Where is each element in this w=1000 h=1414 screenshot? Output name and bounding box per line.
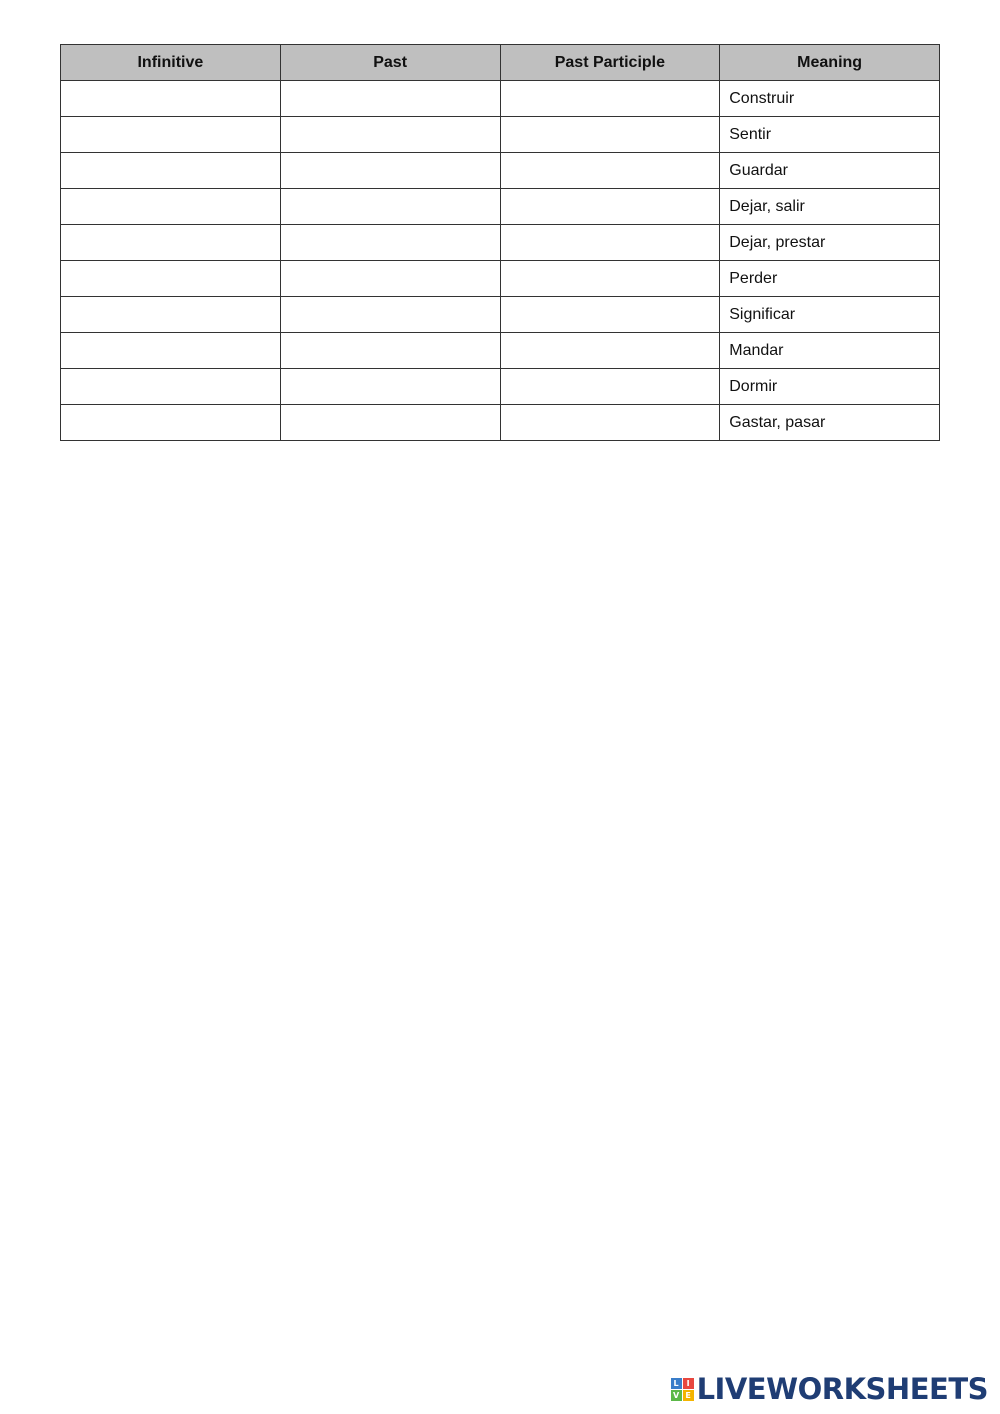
past-cell bbox=[280, 333, 500, 369]
infinitive-input[interactable] bbox=[61, 405, 280, 440]
past-participle-input[interactable] bbox=[501, 153, 720, 188]
past-participle-cell bbox=[500, 153, 720, 189]
past-participle-input[interactable] bbox=[501, 189, 720, 224]
logo-mark-letter: I bbox=[683, 1378, 694, 1389]
past-participle-input[interactable] bbox=[501, 81, 720, 116]
past-input[interactable] bbox=[281, 225, 500, 260]
past-input[interactable] bbox=[281, 333, 500, 368]
past-participle-input[interactable] bbox=[501, 117, 720, 152]
table-row bbox=[61, 297, 940, 333]
meaning-cell: Sentir bbox=[720, 117, 940, 153]
infinitive-cell bbox=[61, 117, 281, 153]
past-input[interactable] bbox=[281, 297, 500, 332]
infinitive-cell bbox=[61, 369, 281, 405]
meaning-cell: Gastar, pasar bbox=[720, 405, 940, 441]
past-participle-cell bbox=[500, 333, 720, 369]
infinitive-cell bbox=[61, 153, 281, 189]
past-cell bbox=[280, 261, 500, 297]
infinitive-cell bbox=[61, 297, 281, 333]
table-row bbox=[61, 81, 940, 117]
meaning-cell: Dejar, prestar bbox=[720, 225, 940, 261]
meaning-cell: Dejar, salir bbox=[720, 189, 940, 225]
table-row bbox=[61, 369, 940, 405]
table-body bbox=[61, 81, 940, 441]
table-row bbox=[61, 261, 940, 297]
table-row bbox=[61, 405, 940, 441]
past-participle-cell bbox=[500, 297, 720, 333]
past-participle-input[interactable] bbox=[501, 297, 720, 332]
infinitive-input[interactable] bbox=[61, 189, 280, 224]
infinitive-input[interactable] bbox=[61, 333, 280, 368]
meaning-cell: Guardar bbox=[720, 153, 940, 189]
past-input[interactable] bbox=[281, 369, 500, 404]
past-participle-cell bbox=[500, 189, 720, 225]
past-cell bbox=[280, 405, 500, 441]
header-past-participle: Past Participle bbox=[500, 45, 720, 81]
infinitive-cell bbox=[61, 405, 281, 441]
past-cell bbox=[280, 225, 500, 261]
meaning-cell: Perder bbox=[720, 261, 940, 297]
past-input[interactable] bbox=[281, 153, 500, 188]
past-participle-cell bbox=[500, 405, 720, 441]
infinitive-input[interactable] bbox=[61, 369, 280, 404]
past-input[interactable] bbox=[281, 117, 500, 152]
header-past: Past bbox=[280, 45, 500, 81]
logo-mark-letter: L bbox=[671, 1378, 682, 1389]
table-header-row bbox=[61, 45, 940, 81]
infinitive-cell bbox=[61, 81, 281, 117]
infinitive-input[interactable] bbox=[61, 117, 280, 152]
past-participle-cell bbox=[500, 261, 720, 297]
meaning-cell: Dormir bbox=[720, 369, 940, 405]
liveworksheets-logo bbox=[671, 1372, 988, 1406]
table-row bbox=[61, 189, 940, 225]
past-participle-cell bbox=[500, 117, 720, 153]
table-row bbox=[61, 225, 940, 261]
table-row bbox=[61, 153, 940, 189]
meaning-cell: Mandar bbox=[720, 333, 940, 369]
past-participle-input[interactable] bbox=[501, 225, 720, 260]
past-participle-input[interactable] bbox=[501, 405, 720, 440]
past-participle-input[interactable] bbox=[501, 261, 720, 296]
table-row bbox=[61, 333, 940, 369]
past-cell bbox=[280, 81, 500, 117]
infinitive-input[interactable] bbox=[61, 225, 280, 260]
infinitive-cell bbox=[61, 261, 281, 297]
past-participle-cell bbox=[500, 369, 720, 405]
header-infinitive: Infinitive bbox=[61, 45, 281, 81]
verb-table bbox=[60, 44, 940, 441]
logo-text: LIVEWORKSHEETS bbox=[696, 1372, 988, 1406]
infinitive-cell bbox=[61, 333, 281, 369]
past-participle-input[interactable] bbox=[501, 333, 720, 368]
past-cell bbox=[280, 117, 500, 153]
past-cell bbox=[280, 189, 500, 225]
logo-mark-icon bbox=[671, 1378, 694, 1401]
past-participle-input[interactable] bbox=[501, 369, 720, 404]
past-cell bbox=[280, 369, 500, 405]
past-cell bbox=[280, 153, 500, 189]
infinitive-input[interactable] bbox=[61, 81, 280, 116]
header-meaning: Meaning bbox=[720, 45, 940, 81]
infinitive-input[interactable] bbox=[61, 261, 280, 296]
meaning-cell: Construir bbox=[720, 81, 940, 117]
past-participle-cell bbox=[500, 225, 720, 261]
past-cell bbox=[280, 297, 500, 333]
infinitive-input[interactable] bbox=[61, 153, 280, 188]
past-input[interactable] bbox=[281, 261, 500, 296]
infinitive-cell bbox=[61, 225, 281, 261]
infinitive-cell bbox=[61, 189, 281, 225]
infinitive-input[interactable] bbox=[61, 297, 280, 332]
table-row bbox=[61, 117, 940, 153]
past-input[interactable] bbox=[281, 405, 500, 440]
meaning-cell: Significar bbox=[720, 297, 940, 333]
past-participle-cell bbox=[500, 81, 720, 117]
past-input[interactable] bbox=[281, 189, 500, 224]
logo-mark-letter: E bbox=[683, 1390, 694, 1401]
logo-mark-letter: V bbox=[671, 1390, 682, 1401]
past-input[interactable] bbox=[281, 81, 500, 116]
